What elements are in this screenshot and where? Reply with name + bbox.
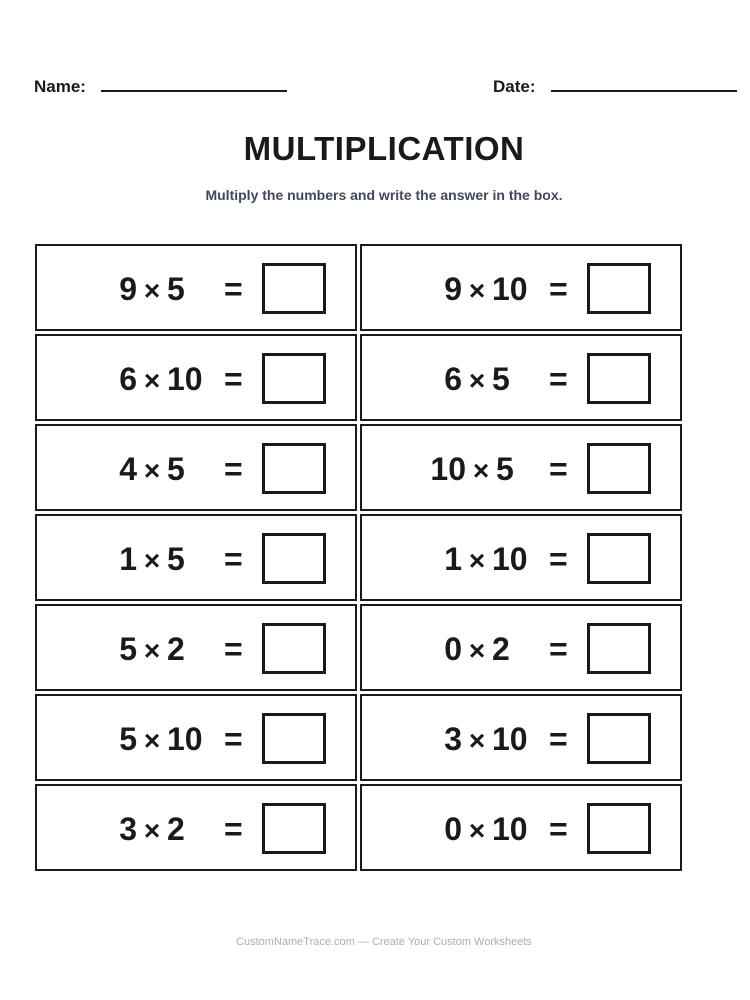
problem-grid: [35, 244, 682, 874]
name-label: Name:: [34, 77, 86, 96]
problem-cell: [360, 424, 682, 511]
equals-sign: =: [224, 631, 243, 667]
factor-b: 10: [167, 361, 203, 397]
equals-sign: =: [549, 361, 568, 397]
answer-box[interactable]: [262, 533, 326, 584]
factor-b: 5: [492, 361, 510, 397]
problem-cell: [35, 424, 357, 511]
multiply-sign: ×: [143, 275, 161, 306]
name-line[interactable]: [101, 90, 287, 92]
problem-expression: [442, 246, 537, 329]
answer-box[interactable]: [587, 533, 651, 584]
answer-box[interactable]: [262, 263, 326, 314]
equals-sign: =: [224, 451, 243, 487]
factor-a: 4: [119, 451, 137, 487]
footer-credit: CustomNameTrace.com — Create Your Custom Worksheets: [236, 936, 532, 948]
multiply-sign: ×: [468, 725, 486, 756]
equals-sign: =: [549, 721, 568, 757]
problem-expression: [117, 426, 212, 509]
multiply-sign: ×: [143, 725, 161, 756]
answer-box[interactable]: [587, 803, 651, 854]
date-line[interactable]: [551, 90, 737, 92]
problem-expression: [117, 606, 212, 689]
factor-a: 5: [119, 631, 137, 667]
problem-cell: [360, 694, 682, 781]
problem-expression: [442, 606, 537, 689]
problem-expression: [442, 336, 537, 419]
equals-sign: =: [224, 541, 243, 577]
multiply-sign: ×: [143, 365, 161, 396]
multiply-sign: ×: [468, 545, 486, 576]
multiply-sign: ×: [143, 635, 161, 666]
factor-b: 5: [167, 271, 185, 307]
factor-b: 10: [492, 811, 528, 847]
problem-cell: [35, 244, 357, 331]
instructions: Multiply the numbers and write the answer in the box.: [205, 187, 563, 203]
problem-expression: [442, 696, 537, 779]
factor-a: 1: [119, 541, 137, 577]
factor-b: 10: [492, 541, 528, 577]
factor-b: 10: [492, 271, 528, 307]
answer-box[interactable]: [587, 353, 651, 404]
factor-a: 10: [430, 451, 466, 487]
problem-cell: [360, 334, 682, 421]
answer-box[interactable]: [587, 623, 651, 674]
problem-expression: [117, 786, 212, 869]
problem-expression: [117, 246, 212, 329]
factor-b: 10: [167, 721, 203, 757]
equals-sign: =: [549, 541, 568, 577]
problem-cell: [360, 244, 682, 331]
factor-a: 0: [444, 631, 462, 667]
factor-a: 6: [119, 361, 137, 397]
multiply-sign: ×: [468, 635, 486, 666]
factor-b: 5: [167, 451, 185, 487]
problem-expression: [426, 426, 541, 509]
problem-cell: [35, 334, 357, 421]
answer-box[interactable]: [262, 353, 326, 404]
problem-expression: [442, 786, 537, 869]
factor-a: 6: [444, 361, 462, 397]
problem-expression: [117, 336, 212, 419]
problem-cell: [35, 694, 357, 781]
equals-sign: =: [549, 271, 568, 307]
multiply-sign: ×: [143, 545, 161, 576]
problem-expression: [442, 516, 537, 599]
problem-cell: [360, 514, 682, 601]
problem-expression: [117, 516, 212, 599]
factor-a: 3: [119, 811, 137, 847]
answer-box[interactable]: [587, 263, 651, 314]
answer-box[interactable]: [262, 713, 326, 764]
answer-box[interactable]: [262, 803, 326, 854]
factor-b: 5: [167, 541, 185, 577]
answer-box[interactable]: [587, 713, 651, 764]
factor-b: 2: [167, 631, 185, 667]
problem-expression: [117, 696, 212, 779]
factor-b: 2: [492, 631, 510, 667]
page-title: MULTIPLICATION: [243, 130, 525, 167]
equals-sign: =: [549, 811, 568, 847]
problem-cell: [35, 604, 357, 691]
factor-b: 10: [492, 721, 528, 757]
answer-box[interactable]: [262, 623, 326, 674]
equals-sign: =: [224, 361, 243, 397]
multiply-sign: ×: [143, 455, 161, 486]
factor-a: 9: [119, 271, 137, 307]
multiply-sign: ×: [143, 815, 161, 846]
equals-sign: =: [549, 451, 568, 487]
factor-a: 0: [444, 811, 462, 847]
multiply-sign: ×: [468, 815, 486, 846]
factor-a: 5: [119, 721, 137, 757]
factor-a: 9: [444, 271, 462, 307]
factor-b: 2: [167, 811, 185, 847]
date-label: Date:: [493, 77, 536, 96]
multiply-sign: ×: [468, 365, 486, 396]
answer-box[interactable]: [262, 443, 326, 494]
multiply-sign: ×: [472, 455, 490, 486]
factor-a: 3: [444, 721, 462, 757]
equals-sign: =: [224, 721, 243, 757]
multiply-sign: ×: [468, 275, 486, 306]
problem-cell: [360, 784, 682, 871]
problem-cell: [360, 604, 682, 691]
factor-a: 1: [444, 541, 462, 577]
equals-sign: =: [549, 631, 568, 667]
equals-sign: =: [224, 271, 243, 307]
factor-b: 5: [496, 451, 514, 487]
answer-box[interactable]: [587, 443, 651, 494]
problem-cell: [35, 784, 357, 871]
equals-sign: =: [224, 811, 243, 847]
problem-cell: [35, 514, 357, 601]
